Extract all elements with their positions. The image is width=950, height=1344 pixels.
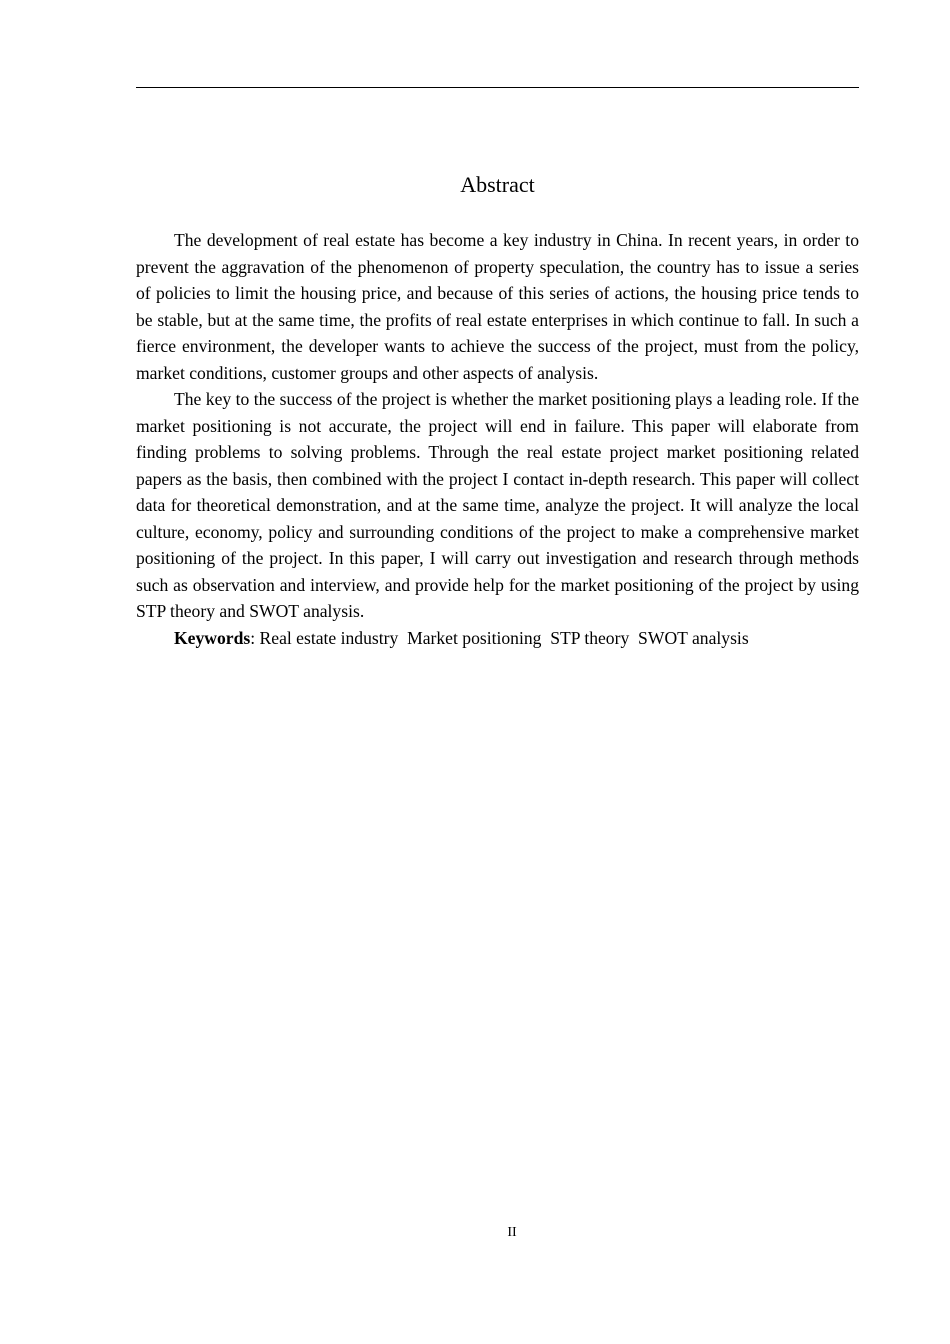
keywords-text: : Real estate industry Market positioning STP theory SWOT analysis xyxy=(250,627,749,648)
abstract-title: Abstract xyxy=(460,172,535,197)
keywords-label: Keywords xyxy=(174,627,251,648)
abstract-paragraph-1: The development of real estate has become a key industry in China. In recent years, in order to prevent the aggravation of the phenomenon of property speculation, the country has to issue a series of policies to limit the housing price, and because of this series of actions, the housing price tends to be stable, but at the same time, the profits of real estate enterprises in which continue to fall. In such a fierce environment, the developer wants to achieve the success of the project, must from the policy, market conditions, customer groups and other aspects of analysis. xyxy=(136,230,859,383)
abstract-body xyxy=(136,227,859,651)
keywords-line xyxy=(136,625,859,652)
header-rule xyxy=(136,87,859,88)
page-number: II xyxy=(507,1225,517,1240)
abstract-paragraph-2: The key to the success of the project is whether the market positioning plays a leading role. If the market positioning is not accurate, the project will end in failure. This paper will elaborate from finding problems to solving problems. Through the real estate project market positioning related papers as the basis, then combined with the project I contact in-depth research. This paper will collect data for theoretical demonstration, and at the same time, analyze the project. It will analyze the local culture, economy, policy and surrounding conditions of the project to make a comprehensive market positioning of the project. In this paper, I will carry out investigation and research through methods such as observation and interview, and provide help for the market positioning of the project by using STP theory and SWOT analysis. xyxy=(136,389,859,621)
